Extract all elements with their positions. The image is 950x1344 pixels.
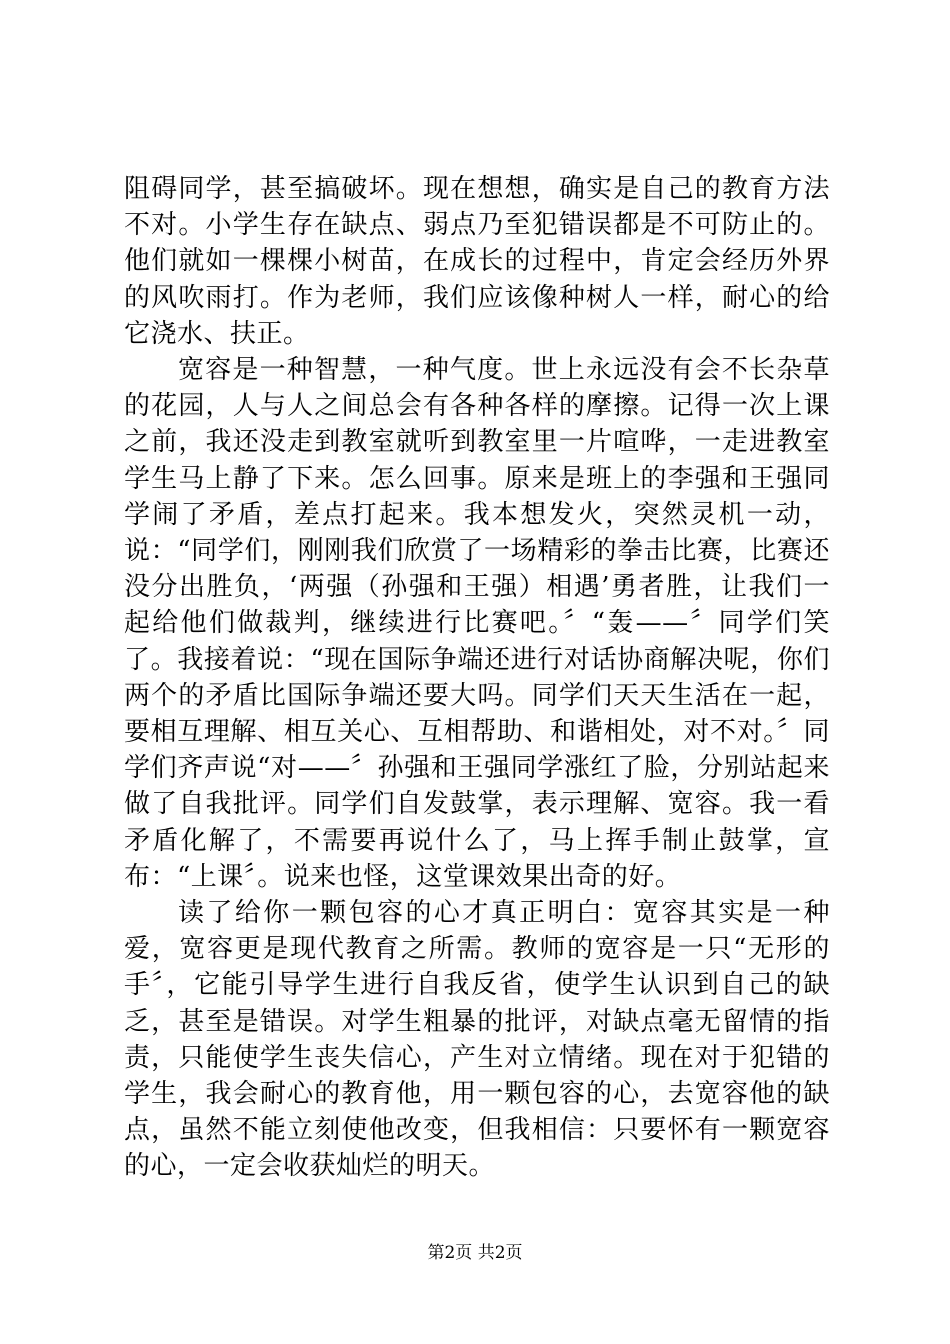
page-number-footer: 第2页 共2页: [427, 1243, 523, 1263]
paragraph-3: 读了给你一颗包容的心才真正明白：宽容其实是一种爱，宽容更是现代教育之所需。教师的宽容是一只“无形的手〞，它能引导学生进行自我反省，使学生认识到自己的缺乏，甚至是错误。对学生粗暴的批评，对缺点毫无留情的指责，只能使学生丧失信心，产生对立情绪。现在对于犯错的学生，我会耐心的教育他，用一颗包容的心，去宽容他的缺点，虽然不能立刻使他改变，但我相信：只要怀有一颗宽容的心，一定会收获灿烂的明天。: [124, 898, 830, 1182]
document-body: [124, 171, 830, 1185]
paragraph-2: 宽容是一种智慧，一种气度。世上永远没有会不长杂草的花园，人与人之间总会有各种各样的摩擦。记得一次上课之前，我还没走到教室就听到教室里一片喧哗，一走进教室学生马上静了下来。怎么回事。原来是班上的李强和王强同学闹了矛盾，差点打起来。我本想发火，突然灵机一动，说：“同学们，刚刚我们欣赏了一场精彩的拳击比赛，比赛还没分出胜负，‘两强（孙强和王强）相遇’勇者胜，让我们一起给他们做裁判，继续进行比赛吧。〞“轰——〞同学们笑了。我接着说：“现在国际争端还进行对话协商解决呢，你们两个的矛盾比国际争端还要大吗。同学们天天生活在一起，要相互理解、相互关心、互相帮助、和谐相处，对不对。〞同学们齐声说“对——〞孙强和王强同学涨红了脸，分别站起来做了自我批评。同学们自发鼓掌，表示理解、宽容。我一看矛盾化解了，不需要再说什么了，马上挥手制止鼓掌，宣布：“上课〞。说来也怪，这堂课效果出奇的好。: [124, 355, 830, 892]
paragraph-1: 阻碍同学，甚至搞破坏。现在想想，确实是自己的教育方法不对。小学生存在缺点、弱点乃至犯错误都是不可防止的。他们就如一棵棵小树苗，在成长的过程中，肯定会经历外界的风吹雨打。作为老师，我们应该像种树人一样，耐心的给它浇水、扶正。: [124, 174, 830, 349]
